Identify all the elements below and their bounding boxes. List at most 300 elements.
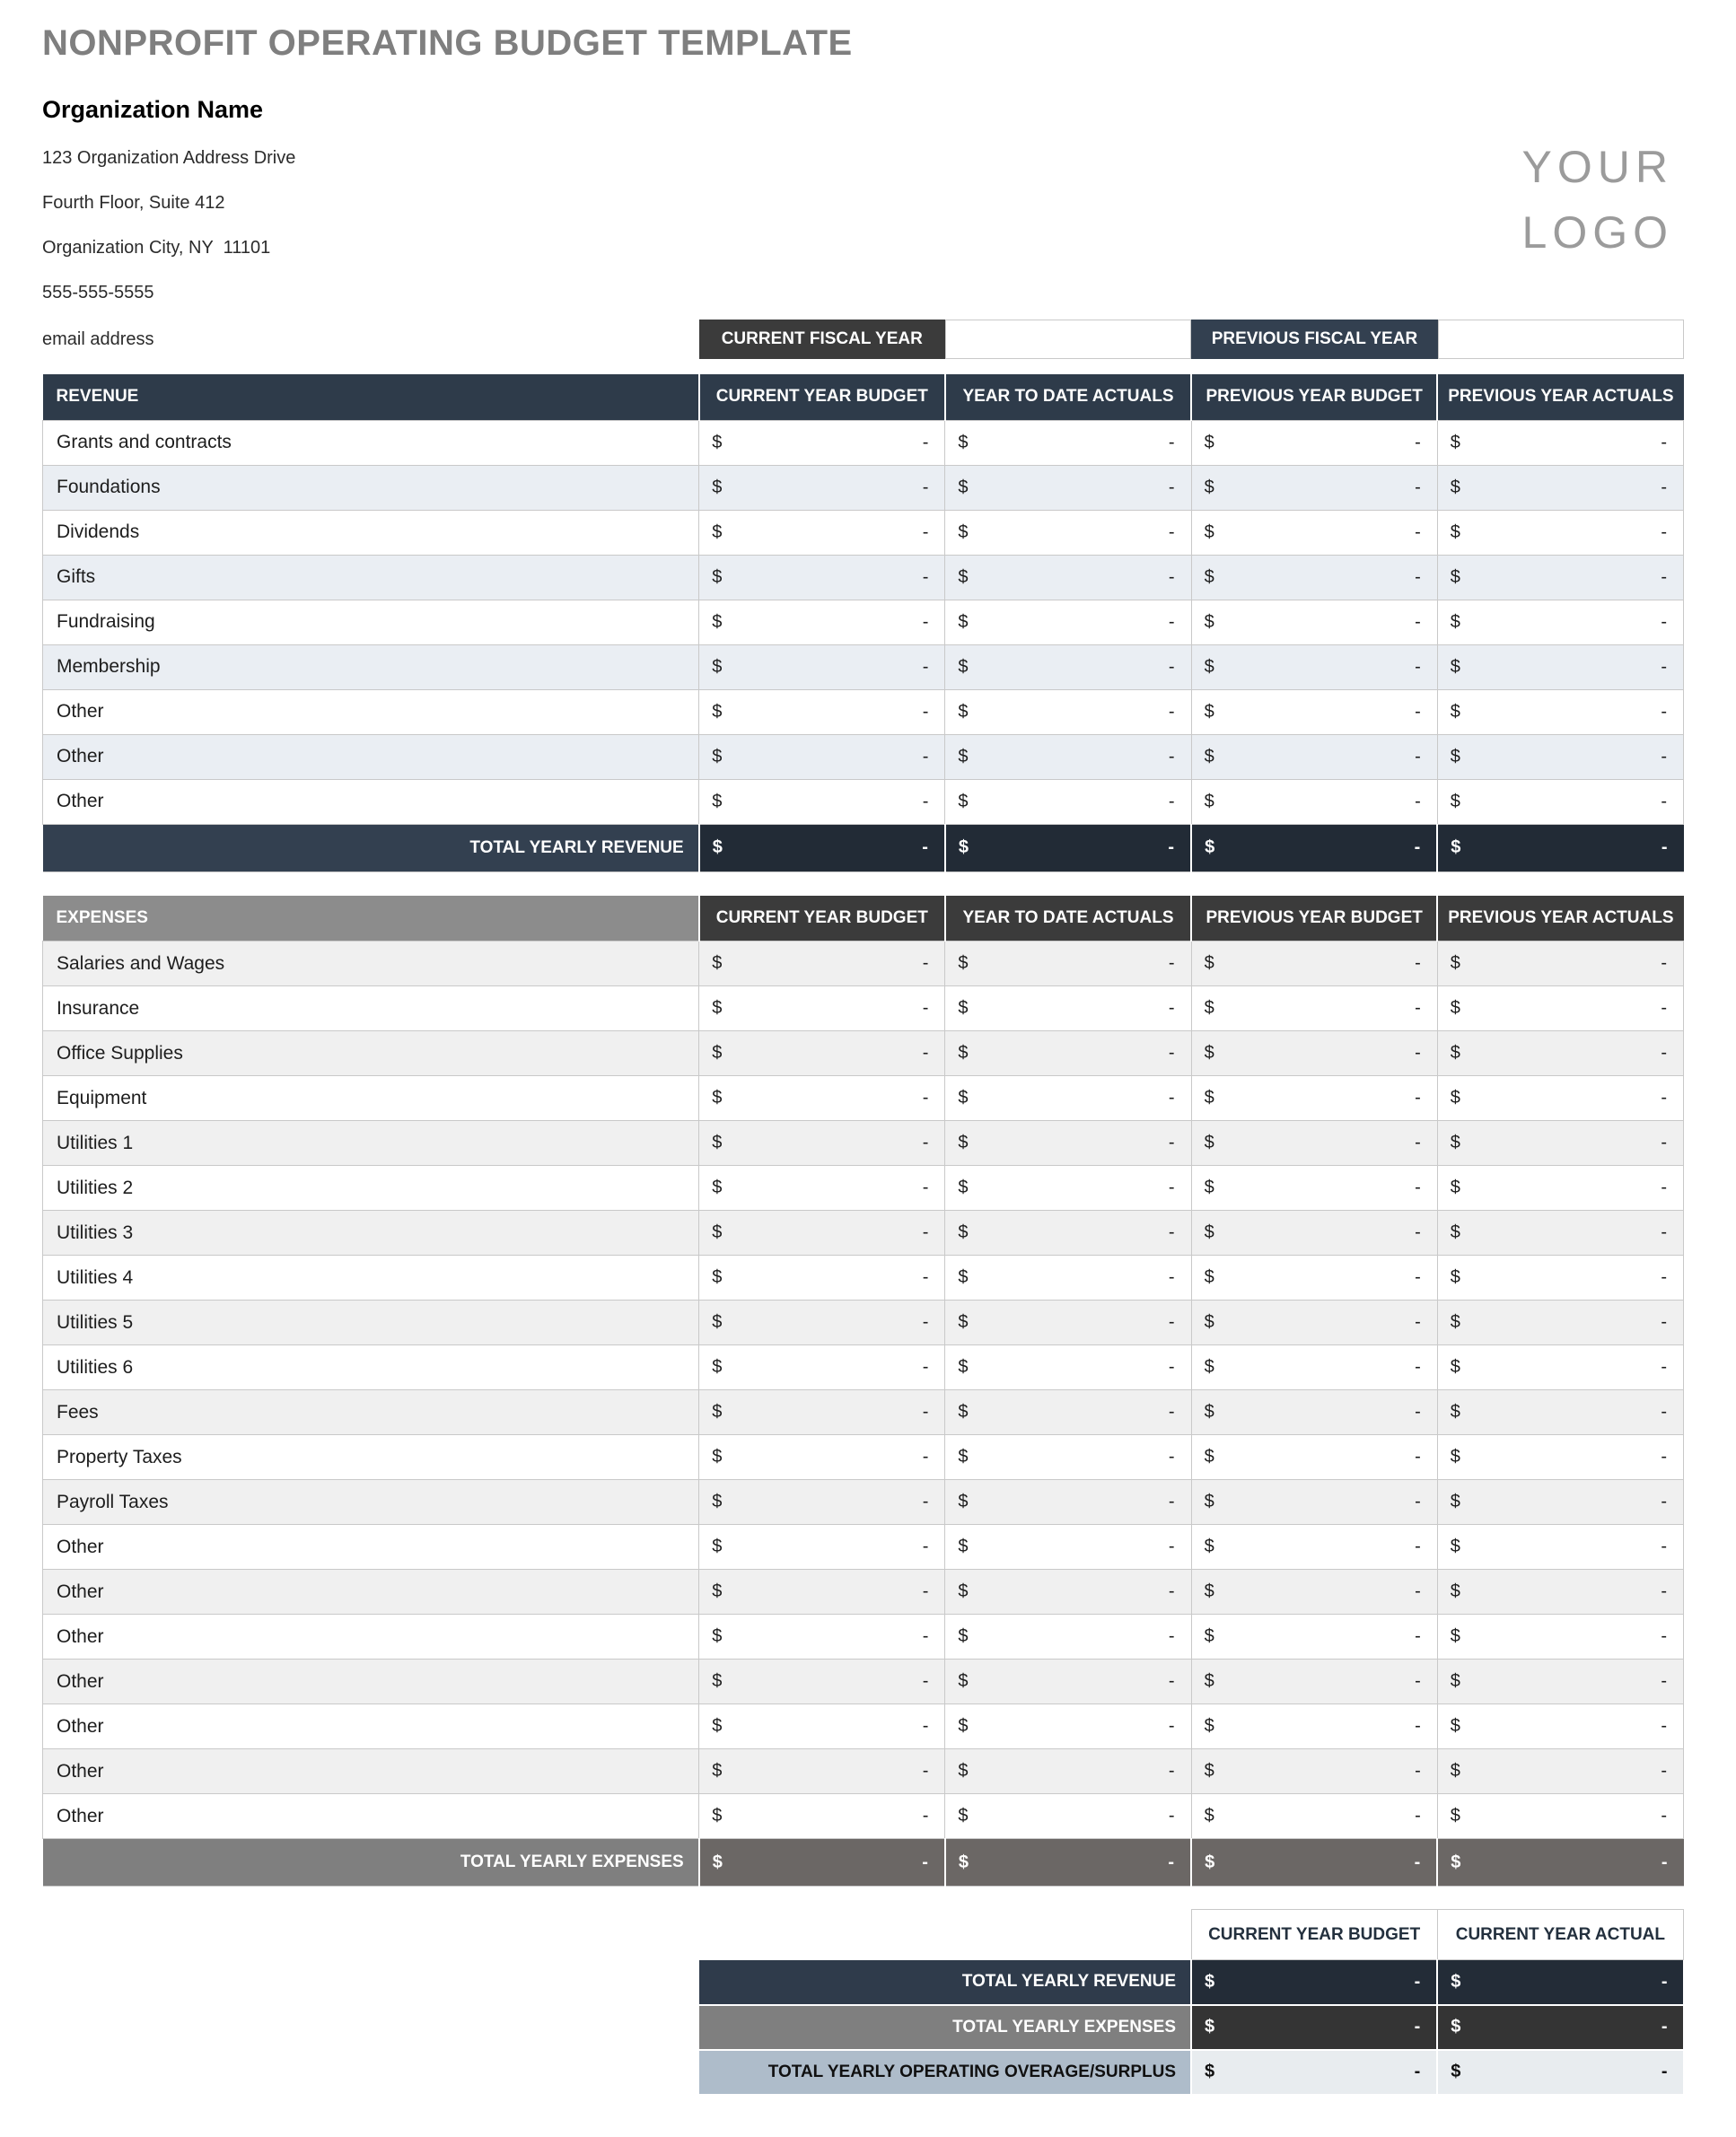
currency-symbol: $	[958, 1581, 969, 1601]
amount-cell[interactable]	[1437, 1704, 1683, 1749]
amount-cell[interactable]	[1191, 1480, 1437, 1525]
currency-symbol: $	[958, 566, 969, 587]
summary-column-header: CURRENT YEAR BUDGET	[1191, 1910, 1437, 1960]
amount-value: -	[1168, 1133, 1175, 1152]
currency-symbol: $	[958, 1761, 969, 1781]
currency-symbol: $	[1204, 1267, 1214, 1287]
amount-cell[interactable]	[699, 1256, 945, 1301]
amount-value: -	[1414, 837, 1421, 857]
amount-cell[interactable]	[1191, 1525, 1437, 1570]
amount-cell[interactable]	[1191, 1704, 1437, 1749]
expense-row	[43, 1166, 1684, 1211]
amount-cell[interactable]	[1191, 1390, 1437, 1435]
currency-symbol: $	[1204, 998, 1214, 1018]
currency-symbol: $	[958, 1267, 969, 1287]
amount-cell[interactable]	[945, 420, 1191, 465]
amount-cell[interactable]	[1437, 986, 1683, 1031]
amount-cell[interactable]	[945, 689, 1191, 734]
amount-cell[interactable]	[699, 1794, 945, 1839]
amount-cell[interactable]	[1437, 1166, 1683, 1211]
amount-value: -	[1415, 1671, 1421, 1691]
amount-value: -	[1415, 656, 1421, 677]
amount-cell[interactable]	[1191, 986, 1437, 1031]
currency-symbol: $	[712, 998, 723, 1018]
amount-value: -	[1661, 1537, 1667, 1556]
amount-value: -	[1414, 2017, 1421, 2036]
currency-symbol: $	[712, 1133, 723, 1152]
currency-symbol: $	[1204, 1133, 1214, 1152]
amount-cell[interactable]	[1191, 465, 1437, 510]
row-label: Office Supplies	[43, 1031, 699, 1076]
amount-cell[interactable]	[945, 1704, 1191, 1749]
amount-cell[interactable]	[699, 779, 945, 824]
amount-value: -	[1415, 611, 1421, 632]
amount-value: -	[1415, 998, 1421, 1018]
amount-cell[interactable]	[699, 1166, 945, 1211]
expense-row	[43, 1345, 1684, 1390]
currency-symbol: $	[1204, 1671, 1214, 1691]
amount-cell[interactable]	[1437, 1256, 1683, 1301]
amount-cell[interactable]	[1191, 510, 1437, 555]
summary-row	[699, 2005, 1684, 2050]
revenue-row	[43, 555, 1684, 600]
amount-value: -	[922, 1133, 929, 1152]
expense-row	[43, 1211, 1684, 1256]
logo-line-1: YOUR	[1521, 142, 1673, 192]
summary-column-header: CURRENT YEAR ACTUAL	[1437, 1910, 1683, 1960]
amount-value: -	[1415, 521, 1421, 542]
amount-cell[interactable]	[699, 600, 945, 644]
currency-symbol: $	[958, 1088, 969, 1108]
amount-cell[interactable]	[945, 942, 1191, 986]
amount-cell[interactable]	[1191, 1076, 1437, 1121]
amount-cell[interactable]	[1191, 734, 1437, 779]
amount-value: -	[1661, 746, 1667, 766]
amount-cell[interactable]	[945, 1660, 1191, 1704]
row-label: Payroll Taxes	[43, 1480, 699, 1525]
row-label: Other	[43, 779, 699, 824]
expense-row	[43, 1390, 1684, 1435]
row-label: Other	[43, 1615, 699, 1660]
amount-cell	[1191, 1839, 1437, 1887]
amount-cell[interactable]	[1191, 942, 1437, 986]
amount-cell[interactable]	[699, 1031, 945, 1076]
currency-symbol: $	[958, 477, 969, 497]
amount-value: -	[1661, 1088, 1667, 1108]
currency-symbol: $	[1450, 998, 1460, 1018]
row-label: Utilities 6	[43, 1345, 699, 1390]
amount-cell[interactable]	[1437, 1211, 1683, 1256]
expense-row	[43, 1660, 1684, 1704]
amount-cell[interactable]	[945, 1435, 1191, 1480]
amount-cell[interactable]	[699, 1435, 945, 1480]
amount-cell[interactable]	[1191, 555, 1437, 600]
amount-cell[interactable]	[1437, 1076, 1683, 1121]
currency-symbol: $	[958, 1852, 969, 1872]
currency-symbol: $	[1205, 1971, 1215, 1992]
amount-value: -	[1415, 1626, 1421, 1646]
amount-cell[interactable]	[699, 1660, 945, 1704]
amount-cell[interactable]	[945, 1345, 1191, 1390]
amount-cell[interactable]	[1437, 1794, 1683, 1839]
amount-cell[interactable]	[1191, 1301, 1437, 1345]
amount-cell[interactable]	[945, 644, 1191, 689]
amount-value: -	[922, 1626, 929, 1646]
currency-symbol: $	[1450, 1671, 1460, 1691]
amount-cell[interactable]	[945, 986, 1191, 1031]
amount-cell[interactable]	[1191, 600, 1437, 644]
currency-symbol: $	[1204, 521, 1214, 542]
amount-cell[interactable]	[945, 1256, 1191, 1301]
currency-symbol: $	[958, 1671, 969, 1691]
row-label: Other	[43, 1525, 699, 1570]
amount-value: -	[1661, 432, 1667, 452]
amount-cell[interactable]	[1191, 689, 1437, 734]
amount-cell[interactable]	[1437, 734, 1683, 779]
amount-cell[interactable]	[945, 1525, 1191, 1570]
currency-symbol: $	[958, 1312, 969, 1332]
row-label: Equipment	[43, 1076, 699, 1121]
amount-cell[interactable]	[1437, 942, 1683, 986]
column-header: PREVIOUS YEAR BUDGET	[1191, 896, 1437, 942]
row-label: Other	[43, 1749, 699, 1794]
amount-cell[interactable]	[945, 510, 1191, 555]
currency-symbol: $	[1450, 701, 1460, 722]
expense-row	[43, 1301, 1684, 1345]
amount-cell[interactable]	[1191, 1211, 1437, 1256]
expense-row	[43, 1749, 1684, 1794]
amount-cell[interactable]	[1437, 1031, 1683, 1076]
currency-symbol: $	[958, 1716, 969, 1736]
expense-row	[43, 1794, 1684, 1839]
column-header: CURRENT YEAR BUDGET	[699, 896, 945, 942]
amount-value: -	[1168, 1806, 1175, 1826]
currency-symbol: $	[712, 656, 723, 677]
amount-cell[interactable]	[945, 1749, 1191, 1794]
amount-cell[interactable]	[1191, 1345, 1437, 1390]
amount-cell[interactable]	[1191, 1166, 1437, 1211]
amount-cell[interactable]	[1191, 1615, 1437, 1660]
summary-header-spacer	[699, 1910, 1191, 1960]
expense-row	[43, 942, 1684, 986]
previous-fiscal-year-input[interactable]	[1438, 320, 1684, 359]
amount-value: -	[1168, 1043, 1175, 1063]
currency-symbol: $	[712, 1043, 723, 1063]
amount-cell[interactable]	[1437, 1615, 1683, 1660]
amount-cell[interactable]	[945, 1076, 1191, 1121]
amount-cell[interactable]	[699, 1525, 945, 1570]
currency-symbol: $	[712, 1852, 723, 1872]
amount-cell[interactable]	[1437, 1660, 1683, 1704]
currency-symbol: $	[1450, 1581, 1460, 1601]
amount-cell[interactable]	[945, 734, 1191, 779]
amount-cell[interactable]	[945, 555, 1191, 600]
amount-cell[interactable]	[1437, 644, 1683, 689]
currency-symbol: $	[1204, 1806, 1214, 1826]
amount-value: -	[1661, 1312, 1667, 1332]
currency-symbol: $	[1205, 2062, 1215, 2081]
amount-cell[interactable]	[699, 644, 945, 689]
amount-cell[interactable]	[945, 1794, 1191, 1839]
amount-value: -	[1415, 1402, 1421, 1422]
currency-symbol: $	[712, 1402, 723, 1422]
currency-symbol: $	[958, 1133, 969, 1152]
expense-row-total	[43, 1839, 1684, 1887]
org-phone: 555-555-5555	[42, 283, 154, 302]
currency-symbol: $	[1204, 791, 1214, 811]
amount-cell[interactable]	[699, 1390, 945, 1435]
amount-value: -	[922, 837, 928, 857]
column-header: PREVIOUS YEAR ACTUALS	[1437, 896, 1683, 942]
amount-value: -	[1415, 701, 1421, 722]
amount-value: -	[1661, 611, 1667, 632]
amount-value: -	[1168, 701, 1175, 722]
amount-cell	[1191, 824, 1437, 871]
amount-value: -	[922, 1267, 929, 1287]
amount-cell[interactable]	[1191, 1660, 1437, 1704]
amount-cell[interactable]	[1191, 1256, 1437, 1301]
amount-cell[interactable]	[1191, 1121, 1437, 1166]
amount-value: -	[1415, 953, 1421, 973]
amount-cell[interactable]	[1437, 510, 1683, 555]
amount-value: -	[1661, 656, 1667, 677]
amount-cell[interactable]	[1191, 644, 1437, 689]
currency-symbol: $	[712, 1447, 723, 1467]
amount-value: -	[1414, 1971, 1421, 1992]
currency-symbol: $	[712, 521, 723, 542]
currency-symbol: $	[1451, 1971, 1461, 1992]
currency-symbol: $	[712, 837, 723, 857]
currency-symbol: $	[1450, 1267, 1460, 1287]
amount-value: -	[922, 1312, 929, 1332]
org-address-line-3: Organization City, NY 11101	[42, 238, 271, 258]
amount-cell[interactable]	[699, 1570, 945, 1615]
current-fiscal-year-label: CURRENT FISCAL YEAR	[699, 320, 945, 359]
amount-value: -	[1415, 1222, 1421, 1242]
row-label: Utilities 3	[43, 1211, 699, 1256]
amount-cell[interactable]	[1437, 1749, 1683, 1794]
currency-symbol: $	[1450, 953, 1460, 973]
currency-symbol: $	[1450, 566, 1460, 587]
currency-symbol: $	[958, 953, 969, 973]
amount-cell	[699, 824, 945, 871]
amount-cell[interactable]	[1437, 1570, 1683, 1615]
amount-cell[interactable]	[699, 465, 945, 510]
amount-cell[interactable]	[945, 779, 1191, 824]
amount-cell[interactable]	[699, 1480, 945, 1525]
currency-symbol: $	[958, 1357, 969, 1377]
currency-symbol: $	[958, 432, 969, 452]
amount-value: -	[1168, 1581, 1175, 1601]
amount-cell[interactable]	[1437, 1525, 1683, 1570]
amount-cell[interactable]	[945, 1615, 1191, 1660]
amount-cell[interactable]	[1191, 420, 1437, 465]
amount-cell[interactable]	[699, 1615, 945, 1660]
amount-cell[interactable]	[699, 942, 945, 986]
amount-cell[interactable]	[699, 1076, 945, 1121]
amount-value: -	[1414, 1852, 1421, 1872]
expenses-table	[42, 896, 1684, 1887]
amount-cell[interactable]	[1437, 465, 1683, 510]
amount-cell[interactable]	[1191, 1794, 1437, 1839]
amount-value: -	[1661, 1852, 1668, 1872]
currency-symbol: $	[958, 791, 969, 811]
summary-section	[699, 1909, 1684, 2096]
amount-cell[interactable]	[699, 1211, 945, 1256]
column-header: YEAR TO DATE ACTUALS	[945, 374, 1191, 420]
amount-value: -	[1168, 953, 1175, 973]
currency-symbol: $	[1450, 1133, 1460, 1152]
amount-cell[interactable]	[1191, 1031, 1437, 1076]
revenue-section-header: REVENUE	[43, 374, 699, 420]
row-label: Salaries and Wages	[43, 942, 699, 986]
revenue-row	[43, 734, 1684, 779]
revenue-row	[43, 510, 1684, 555]
currency-symbol: $	[712, 1806, 723, 1826]
amount-cell[interactable]	[1437, 689, 1683, 734]
row-label: Fundraising	[43, 600, 699, 644]
amount-cell	[1437, 824, 1683, 871]
amount-cell[interactable]	[1437, 1301, 1683, 1345]
amount-value: -	[1168, 656, 1175, 677]
currency-symbol: $	[1204, 566, 1214, 587]
amount-cell[interactable]	[945, 1121, 1191, 1166]
amount-cell	[1437, 2005, 1683, 2050]
currency-symbol: $	[958, 1402, 969, 1422]
amount-cell[interactable]	[945, 1390, 1191, 1435]
amount-cell[interactable]	[1437, 555, 1683, 600]
currency-symbol: $	[1204, 1761, 1214, 1781]
amount-cell[interactable]	[699, 734, 945, 779]
currency-symbol: $	[712, 1581, 723, 1601]
row-label: Other	[43, 689, 699, 734]
summary-row	[699, 2050, 1684, 2095]
logo-placeholder	[1522, 135, 1673, 266]
current-fiscal-year-input[interactable]	[945, 320, 1191, 359]
amount-value: -	[1415, 1447, 1421, 1467]
row-label: Property Taxes	[43, 1435, 699, 1480]
org-info	[42, 96, 1684, 303]
currency-symbol: $	[1451, 837, 1461, 857]
currency-symbol: $	[1204, 953, 1214, 973]
row-label: Foundations	[43, 465, 699, 510]
amount-value: -	[922, 521, 929, 542]
expense-row	[43, 1570, 1684, 1615]
amount-cell	[1437, 1839, 1683, 1887]
amount-cell[interactable]	[1191, 779, 1437, 824]
amount-cell[interactable]	[945, 1211, 1191, 1256]
row-label: Grants and contracts	[43, 420, 699, 465]
revenue-row	[43, 420, 1684, 465]
amount-value: -	[1168, 432, 1175, 452]
amount-cell[interactable]	[699, 510, 945, 555]
amount-cell[interactable]	[699, 1704, 945, 1749]
currency-symbol: $	[1205, 1852, 1215, 1872]
amount-cell[interactable]	[945, 1570, 1191, 1615]
expense-row	[43, 1256, 1684, 1301]
amount-value: -	[1661, 837, 1668, 857]
amount-value: -	[922, 1178, 929, 1197]
amount-cell[interactable]	[945, 465, 1191, 510]
row-label: Utilities 4	[43, 1256, 699, 1301]
summary-row-label: TOTAL YEARLY OPERATING OVERAGE/SURPLUS	[699, 2050, 1191, 2095]
amount-cell[interactable]	[945, 1166, 1191, 1211]
amount-cell[interactable]	[1437, 420, 1683, 465]
amount-value: -	[1415, 1581, 1421, 1601]
currency-symbol: $	[958, 1222, 969, 1242]
currency-symbol: $	[958, 746, 969, 766]
amount-cell[interactable]	[699, 689, 945, 734]
amount-value: -	[922, 791, 929, 811]
amount-cell[interactable]	[699, 1345, 945, 1390]
currency-symbol: $	[712, 701, 723, 722]
amount-value: -	[922, 1357, 929, 1377]
row-label: Dividends	[43, 510, 699, 555]
amount-value: -	[922, 746, 929, 766]
amount-value: -	[922, 1447, 929, 1467]
amount-cell[interactable]	[1437, 779, 1683, 824]
amount-value: -	[1168, 1447, 1175, 1467]
amount-cell[interactable]	[1437, 1345, 1683, 1390]
currency-symbol: $	[1204, 1626, 1214, 1646]
amount-cell[interactable]	[699, 1121, 945, 1166]
currency-symbol: $	[712, 1626, 723, 1646]
amount-cell[interactable]	[945, 1301, 1191, 1345]
currency-symbol: $	[958, 1537, 969, 1556]
amount-cell[interactable]	[945, 1480, 1191, 1525]
amount-cell[interactable]	[699, 1301, 945, 1345]
currency-symbol: $	[712, 432, 723, 452]
amount-cell[interactable]	[1437, 1121, 1683, 1166]
amount-cell[interactable]	[1191, 1435, 1437, 1480]
currency-symbol: $	[1205, 837, 1215, 857]
currency-symbol: $	[1450, 521, 1460, 542]
amount-cell[interactable]	[1437, 1390, 1683, 1435]
amount-cell	[1191, 2005, 1437, 2050]
amount-cell[interactable]	[699, 420, 945, 465]
amount-cell[interactable]	[699, 555, 945, 600]
amount-value: -	[1414, 2062, 1421, 2081]
currency-symbol: $	[712, 566, 723, 587]
amount-cell[interactable]	[945, 600, 1191, 644]
revenue-row	[43, 644, 1684, 689]
amount-value: -	[1415, 1716, 1421, 1736]
amount-value: -	[1168, 1761, 1175, 1781]
amount-cell[interactable]	[1191, 1570, 1437, 1615]
total-label: TOTAL YEARLY EXPENSES	[43, 1839, 699, 1887]
org-address-line-2: Fourth Floor, Suite 412	[42, 193, 225, 213]
currency-symbol: $	[1451, 2017, 1461, 2036]
currency-symbol: $	[1450, 1312, 1460, 1332]
fiscal-year-strip	[42, 320, 1684, 359]
amount-cell[interactable]	[1437, 600, 1683, 644]
currency-symbol: $	[1450, 1088, 1460, 1108]
amount-value: -	[922, 1852, 928, 1872]
amount-cell[interactable]	[1437, 1435, 1683, 1480]
amount-cell[interactable]	[1191, 1749, 1437, 1794]
amount-value: -	[1661, 2062, 1668, 2081]
currency-symbol: $	[1204, 656, 1214, 677]
amount-value: -	[1661, 521, 1667, 542]
amount-value: -	[1415, 1043, 1421, 1063]
amount-cell[interactable]	[699, 1749, 945, 1794]
amount-value: -	[1168, 1088, 1175, 1108]
amount-value: -	[922, 1088, 929, 1108]
amount-cell[interactable]	[1437, 1480, 1683, 1525]
expense-row	[43, 986, 1684, 1031]
amount-cell[interactable]	[945, 1031, 1191, 1076]
amount-cell[interactable]	[699, 986, 945, 1031]
